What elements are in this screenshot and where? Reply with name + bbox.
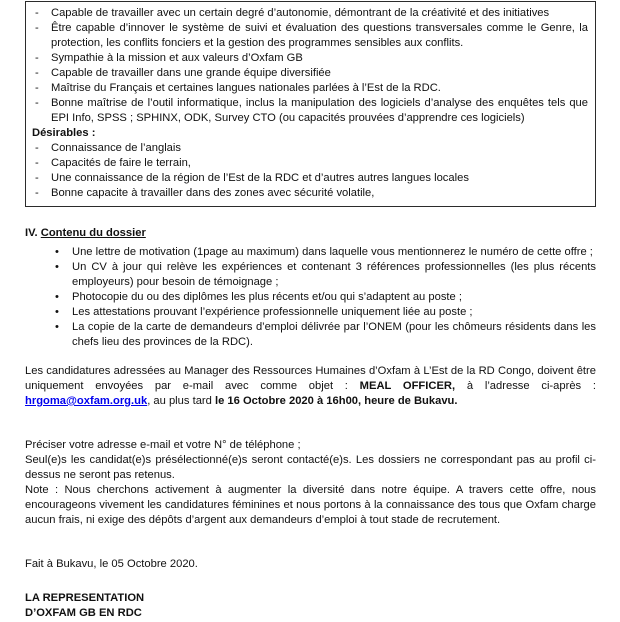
requirement-item — [31, 51, 588, 66]
section-number: IV. — [25, 227, 38, 239]
dossier-item — [25, 305, 596, 320]
requirement-text: Maîtrise du Français et certaines langues nationales parlées à l’Est de la RDC. — [51, 82, 441, 94]
dossier-item — [25, 290, 596, 305]
dossier-item — [25, 320, 596, 350]
desirable-item — [31, 156, 588, 171]
requirement-item — [31, 66, 588, 81]
section-title: Contenu du dossier — [40, 227, 146, 239]
round-bullet-icon: • — [55, 261, 59, 273]
date-line: Fait à Bukavu, le 05 Octobre 2020. — [25, 558, 198, 570]
dash-bullet-icon: - — [35, 97, 39, 109]
dash-bullet-icon: - — [35, 82, 39, 94]
email-subject: MEAL OFFICER, — [359, 380, 456, 392]
desirable-item — [31, 186, 588, 201]
application-text: , au plus tard — [147, 395, 215, 407]
notes-block — [25, 438, 596, 528]
dossier-item-text: Les attestations prouvant l’expérience professionnelle uniquement liée au poste ; — [72, 306, 473, 318]
requirement-text: Sympathie à la mission et aux valeurs d’Oxfam GB — [51, 52, 303, 64]
dash-bullet-icon: - — [35, 142, 39, 154]
signature-line-2: D’OXFAM GB EN RDC — [25, 607, 142, 619]
requirement-item — [31, 6, 588, 21]
requirement-item — [31, 21, 588, 51]
desirable-text: Connaissance de l’anglais — [51, 142, 181, 154]
dossier-item-text: Une lettre de motivation (1page au maximum) dans laquelle vous mentionnerez le numéro de cette offre ; — [72, 246, 593, 258]
desirable-text: Une connaissance de la région de l’Est de la RDC et d’autres autres langues locales — [51, 172, 469, 184]
dash-bullet-icon: - — [35, 7, 39, 19]
dossier-item — [25, 245, 596, 260]
requirement-text: Bonne maîtrise de l’outil informatique, inclus la manipulation des logiciels d’analyse des enquêtes tels que EPI Info, SPSS ; SPHINX, ODK, Survey CTO (ou capacités prouvées d’apprendre ces logiciels) — [51, 97, 588, 124]
signature-line-1: LA REPRESENTATION — [25, 592, 145, 604]
desirable-item — [31, 171, 588, 186]
requirement-text: Capable de travailler dans une grande équipe diversifiée — [51, 67, 331, 79]
application-text: Les candidatures adressées au Manager des Ressources Humaines d’Oxfam à L’Est de la RD Congo, doivent être uniquement envoyées par e-mail avec comme objet : — [25, 365, 596, 392]
requirements-box — [25, 1, 596, 207]
application-instructions-paragraph — [25, 364, 596, 409]
shortlist-note: Seul(e)s les candidat(e)s présélectionné(e)s seront contacté(e)s. Les dossiers ne correspondant pas au profil ci-dessus ne seront pas retenus. — [25, 454, 596, 481]
desirable-text: Bonne capacite à travailler dans des zones avec sécurité volatile, — [51, 187, 375, 199]
section-iv-heading — [25, 226, 596, 241]
round-bullet-icon: • — [55, 291, 59, 303]
signature-block — [25, 591, 596, 621]
dossier-bullet-list — [25, 245, 596, 350]
diversity-note: Note : Nous cherchons activement à augmenter la diversité dans notre équipe. A travers cette offre, nous encourageons vivement les candidatures féminines et nous portons à la connaissance des tous que Oxfam charge aucun frais, ni exige des dépôts d’argent aux demandeurs d’emploi à tout stade de recrutement. — [25, 484, 596, 526]
dash-bullet-icon: - — [35, 157, 39, 169]
dash-bullet-icon: - — [35, 22, 39, 34]
round-bullet-icon: • — [55, 321, 59, 333]
dash-bullet-icon: - — [35, 172, 39, 184]
deadline-text: le 16 Octobre 2020 à 16h00, heure de Bukavu. — [214, 395, 458, 407]
dossier-item-text: Un CV à jour qui relève les expériences et contenant 3 références professionnelles (les plus récents employeurs) pour besoin de témoignage ; — [72, 261, 596, 288]
requirement-text: Capable de travailler avec un certain degré d’autonomie, démontrant de la créativité et des initiatives — [51, 7, 550, 19]
dash-bullet-icon: - — [35, 67, 39, 79]
dossier-item — [25, 260, 596, 290]
desirables-heading: Désirables : — [32, 127, 96, 139]
dossier-item-text: Photocopie du ou des diplômes les plus récents et/ou qui s’adaptent au poste ; — [72, 291, 462, 303]
desirable-item — [31, 141, 588, 156]
requirement-item — [31, 81, 588, 96]
email-link[interactable]: hrgoma@oxfam.org.uk — [25, 395, 148, 407]
dossier-item-text: La copie de la carte de demandeurs d’emploi délivrée par l’ONEM (pour les chômeurs résidents dans les chefs lieu des provinces de la RDC). — [72, 321, 596, 348]
dash-bullet-icon: - — [35, 187, 39, 199]
application-text: à l’adresse ci-après : — [455, 380, 596, 392]
dash-bullet-icon: - — [35, 52, 39, 64]
contact-details-note: Préciser votre adresse e-mail et votre N° de téléphone ; — [25, 439, 301, 451]
requirement-item — [31, 96, 588, 126]
requirement-text: Être capable d’innover le système de suivi et évaluation des questions transversales comme le Genre, la protection, les conflits fonciers et la gestion des programmes sensibles aux conflits. — [51, 22, 588, 49]
desirable-text: Capacités de faire le terrain, — [51, 157, 191, 169]
round-bullet-icon: • — [55, 246, 59, 258]
round-bullet-icon: • — [55, 306, 59, 318]
